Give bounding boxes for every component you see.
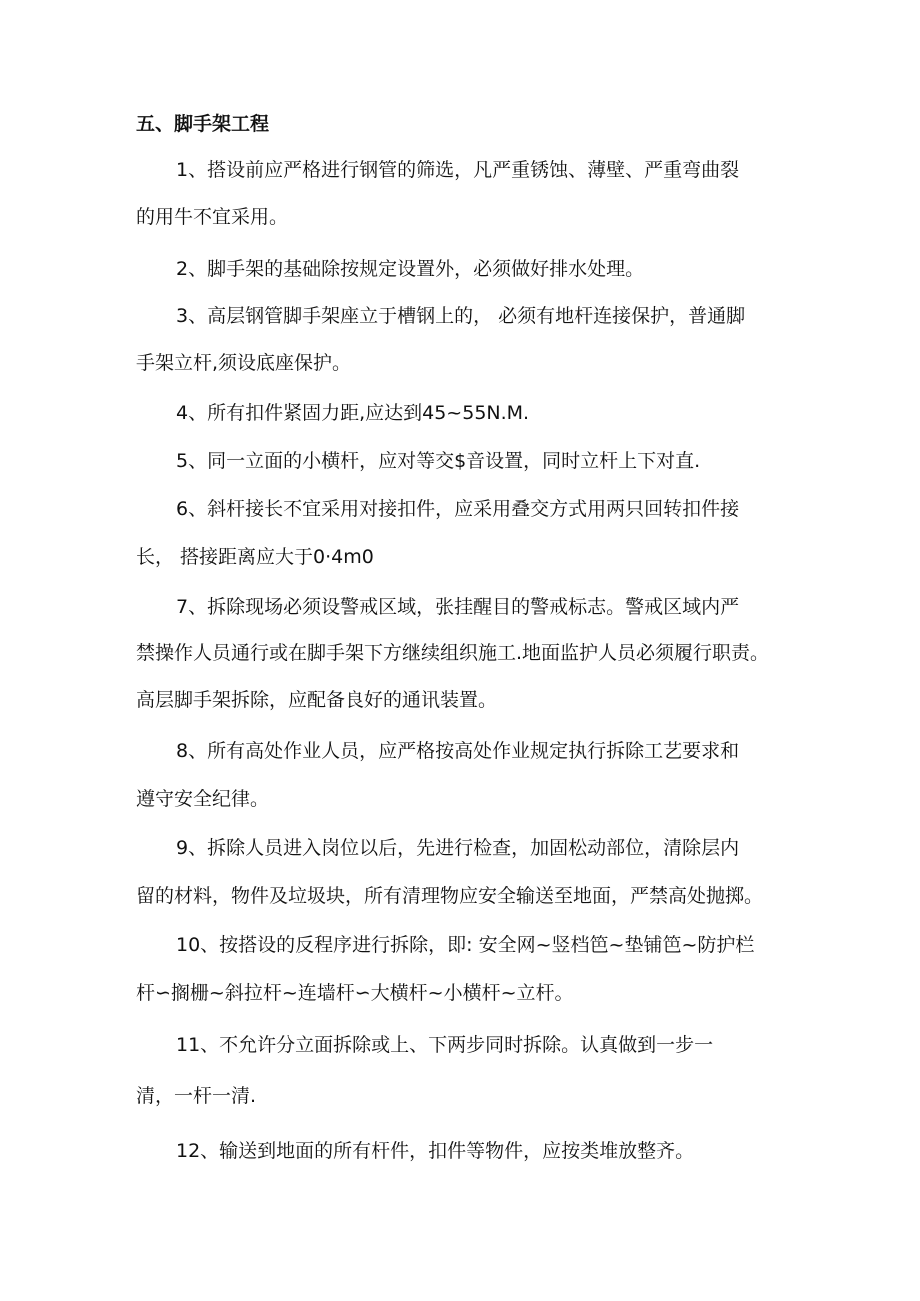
item-2-line-1: 2、脚手架的基础除按规定设置外，必须做好排水处理。 [176, 258, 645, 280]
item-9-line-1: 9、拆除人员进入岗位以后，先进行检查，加固松动部位，清除层内 [176, 837, 740, 859]
item-1-line-1: 1、搭设前应严格进行钢管的筛选，凡严重锈蚀、薄壁、严重弯曲裂 [176, 159, 740, 181]
item-8-line-2: 遵守安全纪律。 [136, 788, 270, 810]
item-8-line-1: 8、所有高处作业人员，应严格按高处作业规定执行拆除工艺要求和 [176, 740, 740, 762]
item-7-line-1: 7、拆除现场必须设警戒区域，张挂醒目的警戒标志。警戒区域内严 [176, 596, 740, 618]
item-7-line-3: 高层脚手架拆除，应配备良好的通讯装置。 [136, 689, 498, 711]
item-4-line-1: 4、所有扣件紧固力距,应达到45~55N.M. [176, 402, 530, 424]
section-title: 五、脚手架工程 [136, 113, 270, 135]
item-11-line-1: 11、不允许分立面拆除或上、下两步同时拆除。认真做到一步一 [176, 1034, 714, 1056]
item-6-line-1: 6、斜杆接长不宜采用对接扣件，应采用叠交方式用两只回转扣件接 [176, 498, 740, 520]
item-11-line-2: 清，一杆一清. [136, 1085, 257, 1107]
item-7-line-2: 禁操作人员通行或在脚手架下方继续组织施工.地面监护人员必须履行职责。 [136, 642, 770, 664]
item-3-line-2: 手架立杆,须设底座保护。 [136, 352, 352, 374]
item-10-line-2: 杆∽搁栅~斜拉杆~连墙杆∽大横杆~小横杆~立杆。 [136, 982, 574, 1004]
item-12-line-1: 12、输送到地面的所有杆件，扣件等物件，应按类堆放整齐。 [176, 1140, 695, 1162]
item-9-line-2: 留的材料，物件及垃圾块，所有清理物应安全输送至地面，严禁高处抛掷。 [136, 885, 764, 907]
item-1-line-2: 的用牛不宜采用。 [136, 206, 289, 228]
item-6-line-2: 长， 搭接距离应大于0·4m0 [136, 546, 374, 568]
item-5-line-1: 5、同一立面的小横杆，应对等交$音设置，同时立杆上下对直. [176, 450, 701, 472]
item-3-line-1: 3、高层钢管脚手架座立于槽钢上的， 必须有地杆连接保护，普通脚 [176, 305, 746, 327]
item-10-line-1: 10、按搭设的反程序进行拆除，即: 安全网~竖档笆~垫铺笆~防护栏 [176, 934, 755, 956]
